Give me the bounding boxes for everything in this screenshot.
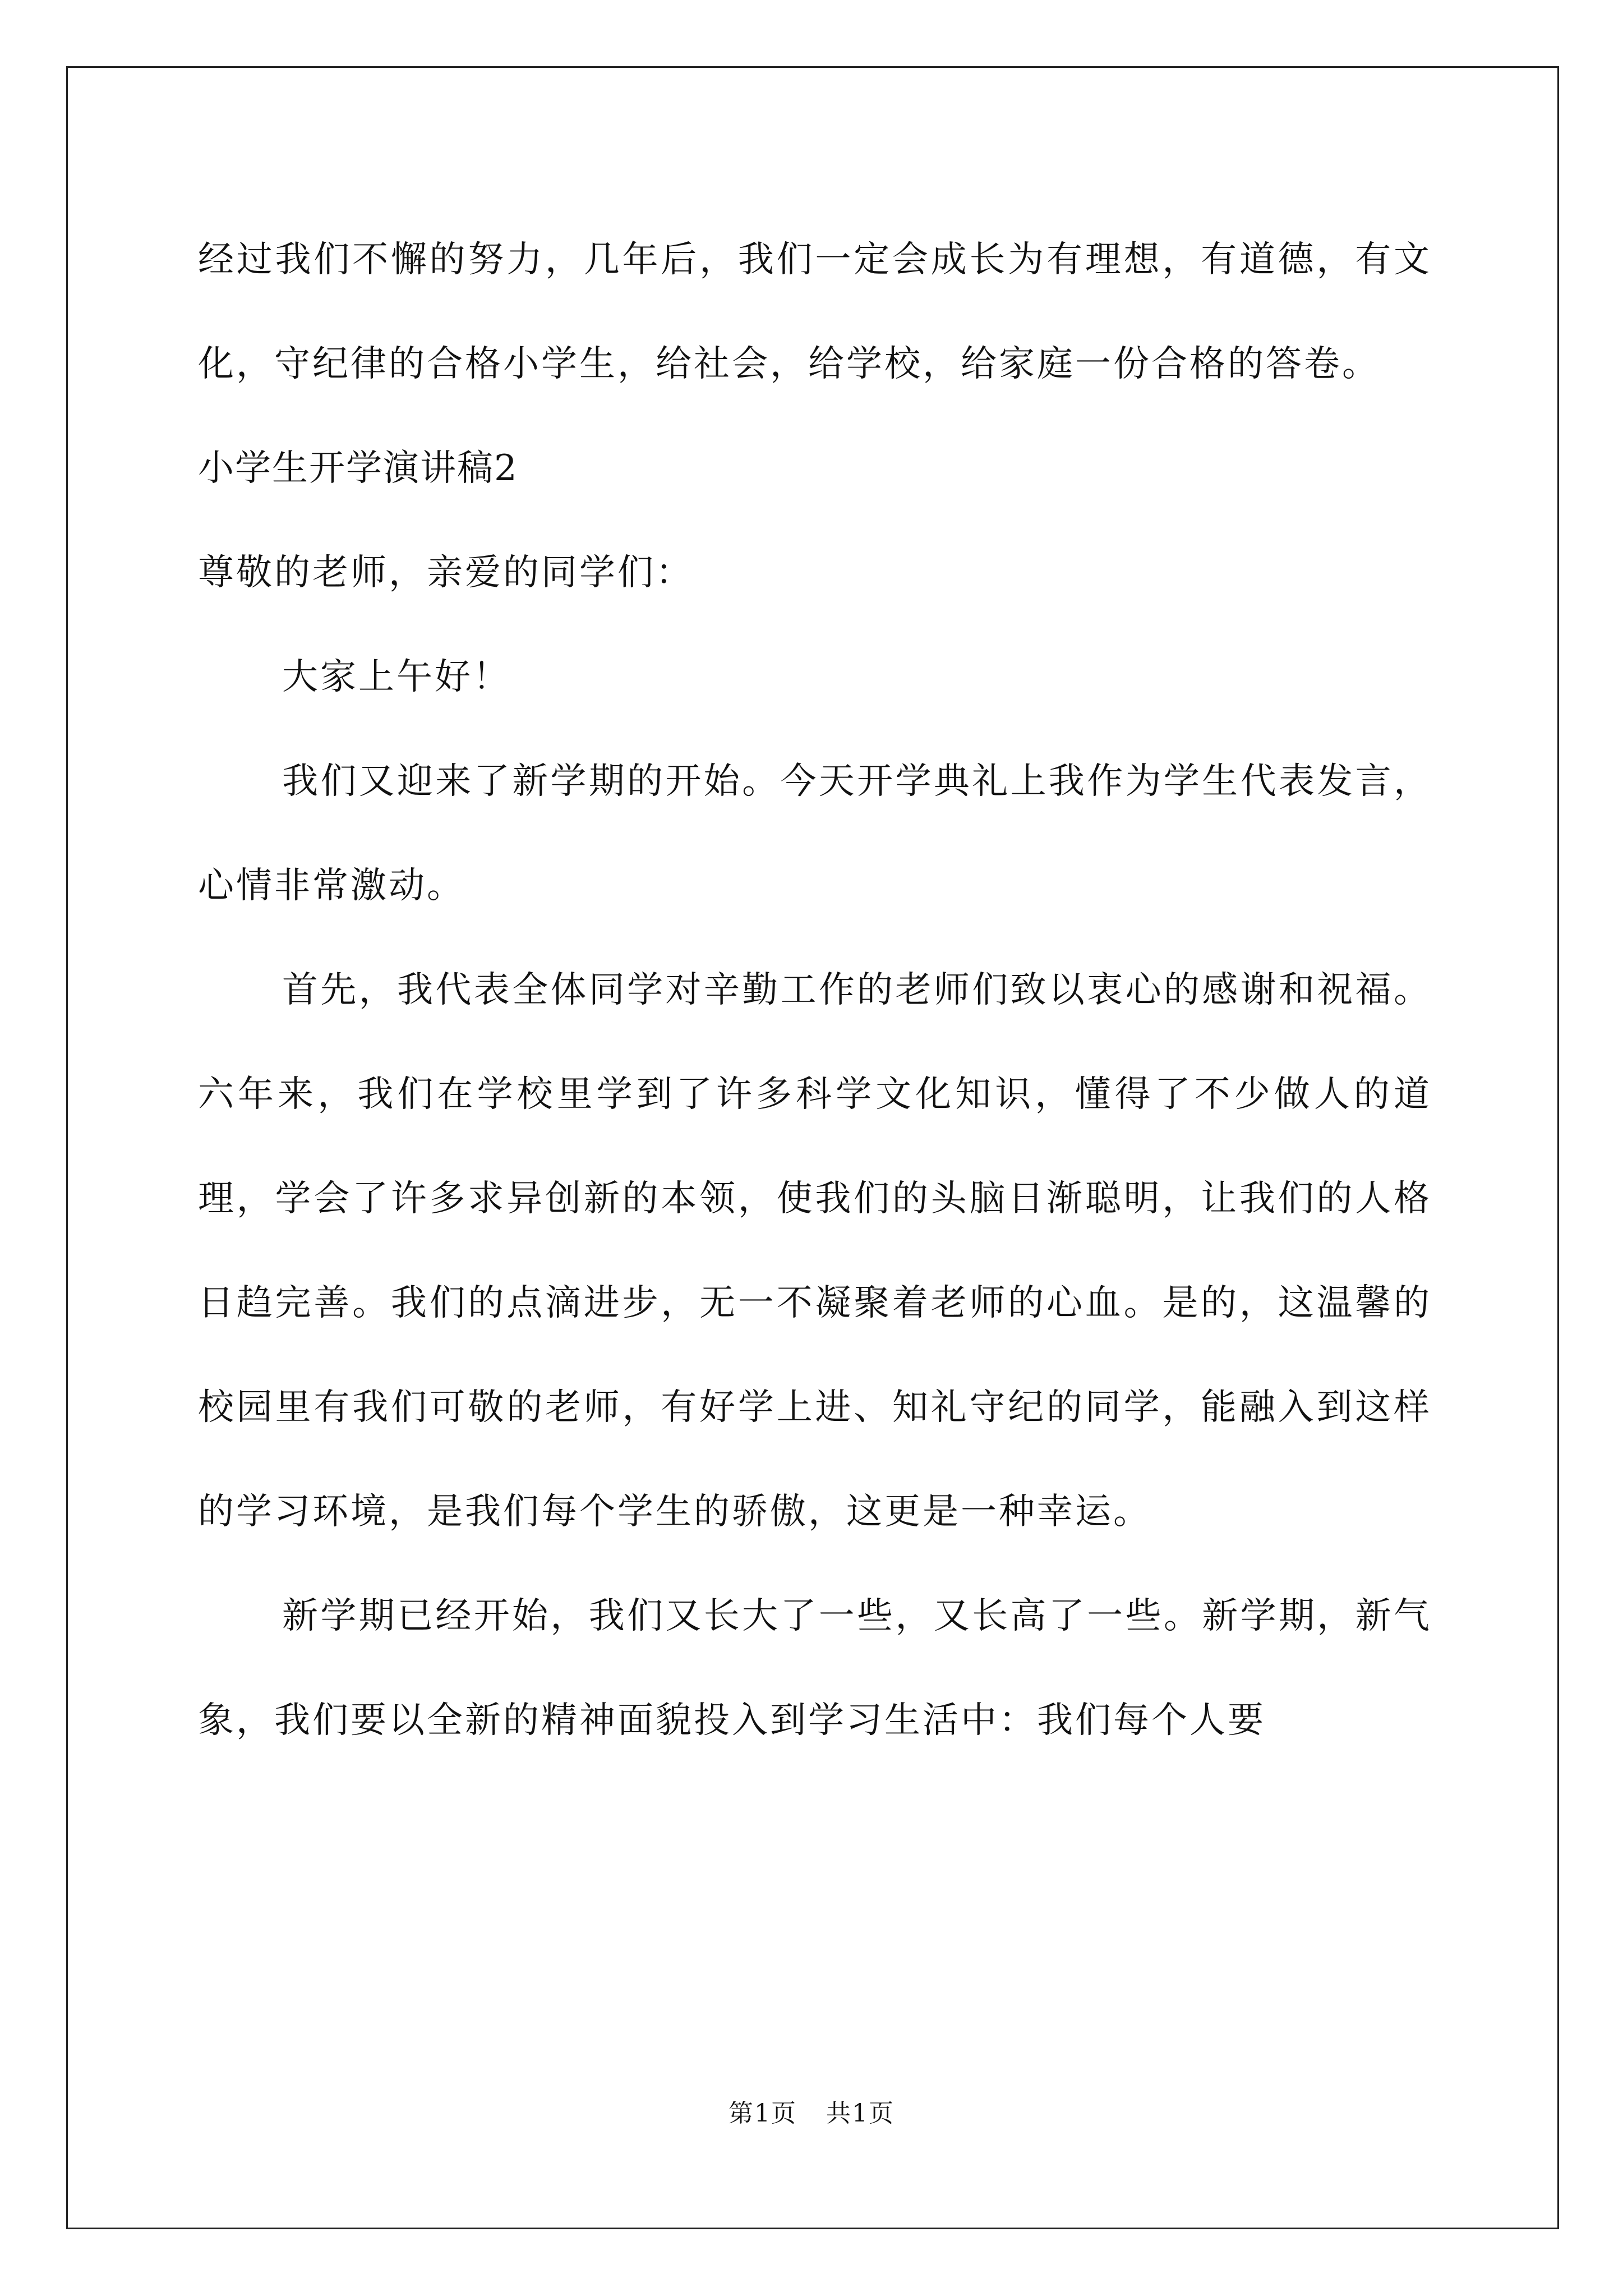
page-total: 共1页 xyxy=(826,2099,895,2128)
paragraph-new-semester: 新学期已经开始，我们又长大了一些，又长高了一些。新学期，新气象，我们要以全新的精神面貌投入到学习生活中：我们每个人要 xyxy=(198,1595,1432,1741)
paragraph-opening: 我们又迎来了新学期的开始。今天开学典礼上我作为学生代表发言，心情非常激动。 xyxy=(198,761,1432,907)
greeting: 大家上午好！ xyxy=(282,656,511,698)
salutation: 尊敬的老师，亲爱的同学们： xyxy=(198,552,694,593)
section-title: 小学生开学演讲稿2 xyxy=(198,448,518,489)
document-body xyxy=(198,208,1432,1773)
page-footer xyxy=(0,2097,1623,2131)
paragraph-thanks: 首先，我代表全体同学对辛勤工作的老师们致以衷心的感谢和祝福。六年来，我们在学校里学到了许多科学文化知识，懂得了不少做人的道理，学会了许多求异创新的本领，使我们的头脑日渐聪明，让我们的人格日趋完善。我们的点滴进步，无一不凝聚着老师的心血。是的，这温馨的校园里有我们可敬的老师，有好学上进、知礼守纪的同学，能融入到这样的学习环境，是我们每个学生的骄傲，这更是一种幸运。 xyxy=(198,969,1432,1533)
paragraph-continuation: 经过我们不懈的努力，几年后，我们一定会成长为有理想，有道德，有文化，守纪律的合格小学生，给社会，给学校，给家庭一份合格的答卷。 xyxy=(198,239,1432,385)
page-number: 第1页 xyxy=(728,2099,797,2128)
